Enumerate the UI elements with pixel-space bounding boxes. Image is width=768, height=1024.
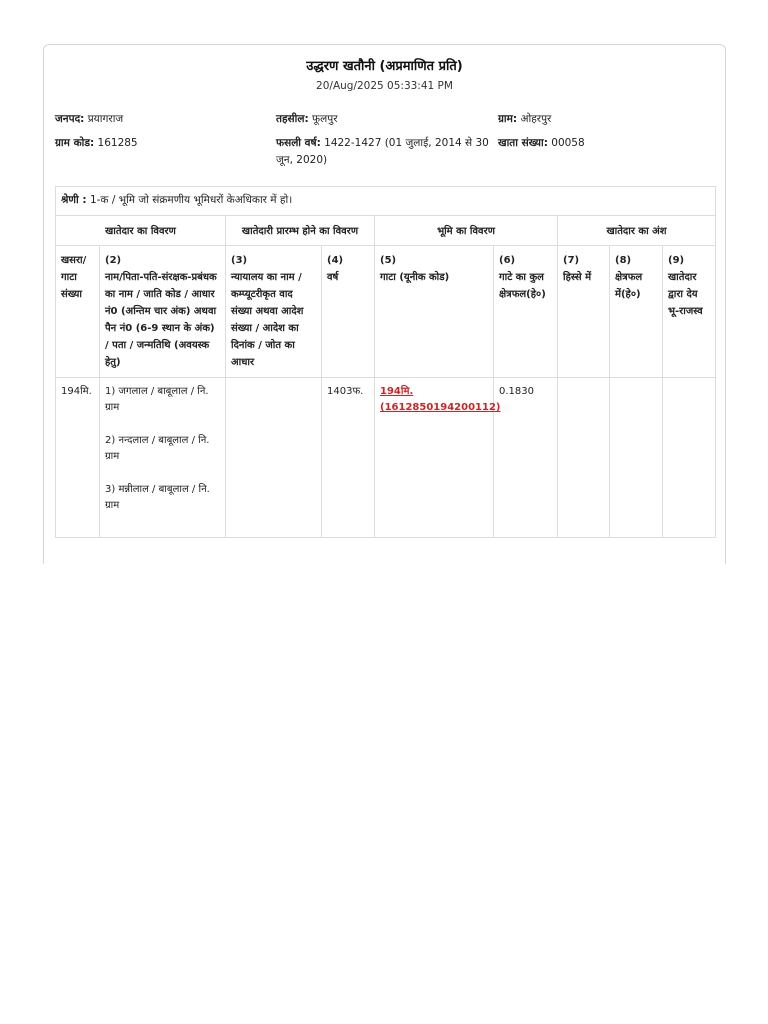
group-header-ownership-start: खातेदारी प्रारम्भ होने का विवरण — [226, 216, 375, 246]
column-header-row — [56, 246, 716, 378]
col-text: न्यायालय का नाम / कम्प्यूटरीकृत वाद संख्या अथवा आदेश संख्या / आदेश का दिनांक / जोत का आधार — [231, 272, 304, 368]
group-header-owner-details: खातेदार का विवरण — [56, 216, 226, 246]
total-area-cell: 0.1830 — [494, 378, 558, 538]
village-label: ग्राम: — [498, 113, 518, 125]
area-cell — [610, 378, 663, 538]
village-field — [498, 111, 551, 128]
khata-number-field — [498, 135, 585, 152]
district-field — [55, 111, 123, 128]
group-header-owner-share: खातेदार का अंश — [558, 216, 716, 246]
col-text: क्षेत्रफल में(हे०) — [615, 272, 643, 300]
gata-number: 194मि. — [380, 386, 414, 397]
owner-entry: 2) नन्दलाल / बाबूलाल / नि. ग्राम — [105, 435, 210, 462]
document-timestamp: 20/Aug/2025 05:33:41 PM — [316, 80, 453, 92]
col-number: (6) — [499, 255, 516, 266]
khatauni-card — [43, 44, 726, 564]
col-header-gata-code — [375, 246, 494, 378]
khasra-cell: 194मि. — [56, 378, 100, 538]
group-header-row — [56, 216, 716, 246]
khata-number-label: खाता संख्या: — [498, 137, 548, 149]
tehsil-value: फूलपुर — [312, 113, 338, 125]
revenue-cell — [663, 378, 716, 538]
col-header-khasra: खसरा/ गाटा संख्या — [56, 246, 100, 378]
category-row — [56, 187, 716, 216]
col-text: नाम/पिता-पति-संरक्षक-प्रबंधक का नाम / जाति कोड / आधार नं0 (अन्तिम चार अंक) अथवा पैन नं0 (6-9 स्थान के अंक) / पता / जन्मतिथि (अवयस्क हेतु) — [105, 272, 217, 368]
col-header-area — [610, 246, 663, 378]
owner-entry: 1) जगलाल / बाबूलाल / नि. ग्राम — [105, 386, 209, 413]
village-code-label: ग्राम कोड: — [55, 137, 95, 149]
group-header-land-details: भूमि का विवरण — [375, 216, 558, 246]
district-value: प्रयागराज — [87, 113, 124, 125]
owner-entry: 3) मन्नीलाल / बाबूलाल / नि. ग्राम — [105, 484, 210, 511]
col-number: (8) — [615, 255, 632, 266]
year-cell: 1403फ. — [322, 378, 375, 538]
tehsil-field — [276, 111, 496, 128]
tehsil-label: तहसील: — [276, 113, 309, 125]
col-text: खातेदार द्वारा देय भू-राजस्व — [668, 272, 703, 317]
col-header-court — [226, 246, 322, 378]
col-number: (5) — [380, 255, 397, 266]
col-header-revenue — [663, 246, 716, 378]
fasli-year-value: 1422-1427 (01 जुलाई, 2014 से 30 जून, 2020) — [276, 137, 489, 166]
gata-cell — [375, 378, 501, 538]
col-number: (3) — [231, 255, 248, 266]
district-label: जनपद: — [55, 113, 85, 125]
document-title: उद्धरण खतौनी (अप्रमाणित प्रति) — [306, 59, 463, 74]
col-text: गाटे का कुल क्षेत्रफल(हे०) — [499, 272, 546, 300]
col-header-owner-name — [100, 246, 226, 378]
table-row — [56, 378, 716, 538]
col-header-share — [558, 246, 610, 378]
village-code-field — [55, 135, 138, 152]
col-number: (7) — [563, 255, 580, 266]
khata-number-value: 00058 — [551, 137, 585, 149]
col-number: (9) — [668, 255, 685, 266]
village-value: ओहरपुर — [520, 113, 552, 125]
category-label: श्रेणी : — [61, 194, 87, 206]
col-header-total-area — [494, 246, 558, 378]
owners-cell — [100, 378, 226, 538]
gata-unique-code: (1612850194200112) — [380, 402, 501, 413]
court-cell — [226, 378, 322, 538]
col-text: गाटा (यूनीक कोड) — [380, 272, 450, 283]
col-text: वर्ष — [327, 272, 339, 283]
share-cell — [558, 378, 610, 538]
category-value: 1-क / भूमि जो संक्रमणीय भूमिधरों केअधिकार में हो। — [89, 194, 293, 206]
fasli-year-field — [276, 135, 491, 169]
col-number: (4) — [327, 255, 344, 266]
col-number: (2) — [105, 255, 122, 266]
land-record-table — [55, 186, 716, 538]
village-code-value: 161285 — [97, 137, 138, 149]
col-header-year — [322, 246, 375, 378]
gata-code-link[interactable] — [380, 386, 500, 413]
fasli-year-label: फसली वर्ष: — [276, 137, 321, 149]
category-cell — [56, 187, 716, 216]
col-text: हिस्से में — [563, 272, 592, 283]
